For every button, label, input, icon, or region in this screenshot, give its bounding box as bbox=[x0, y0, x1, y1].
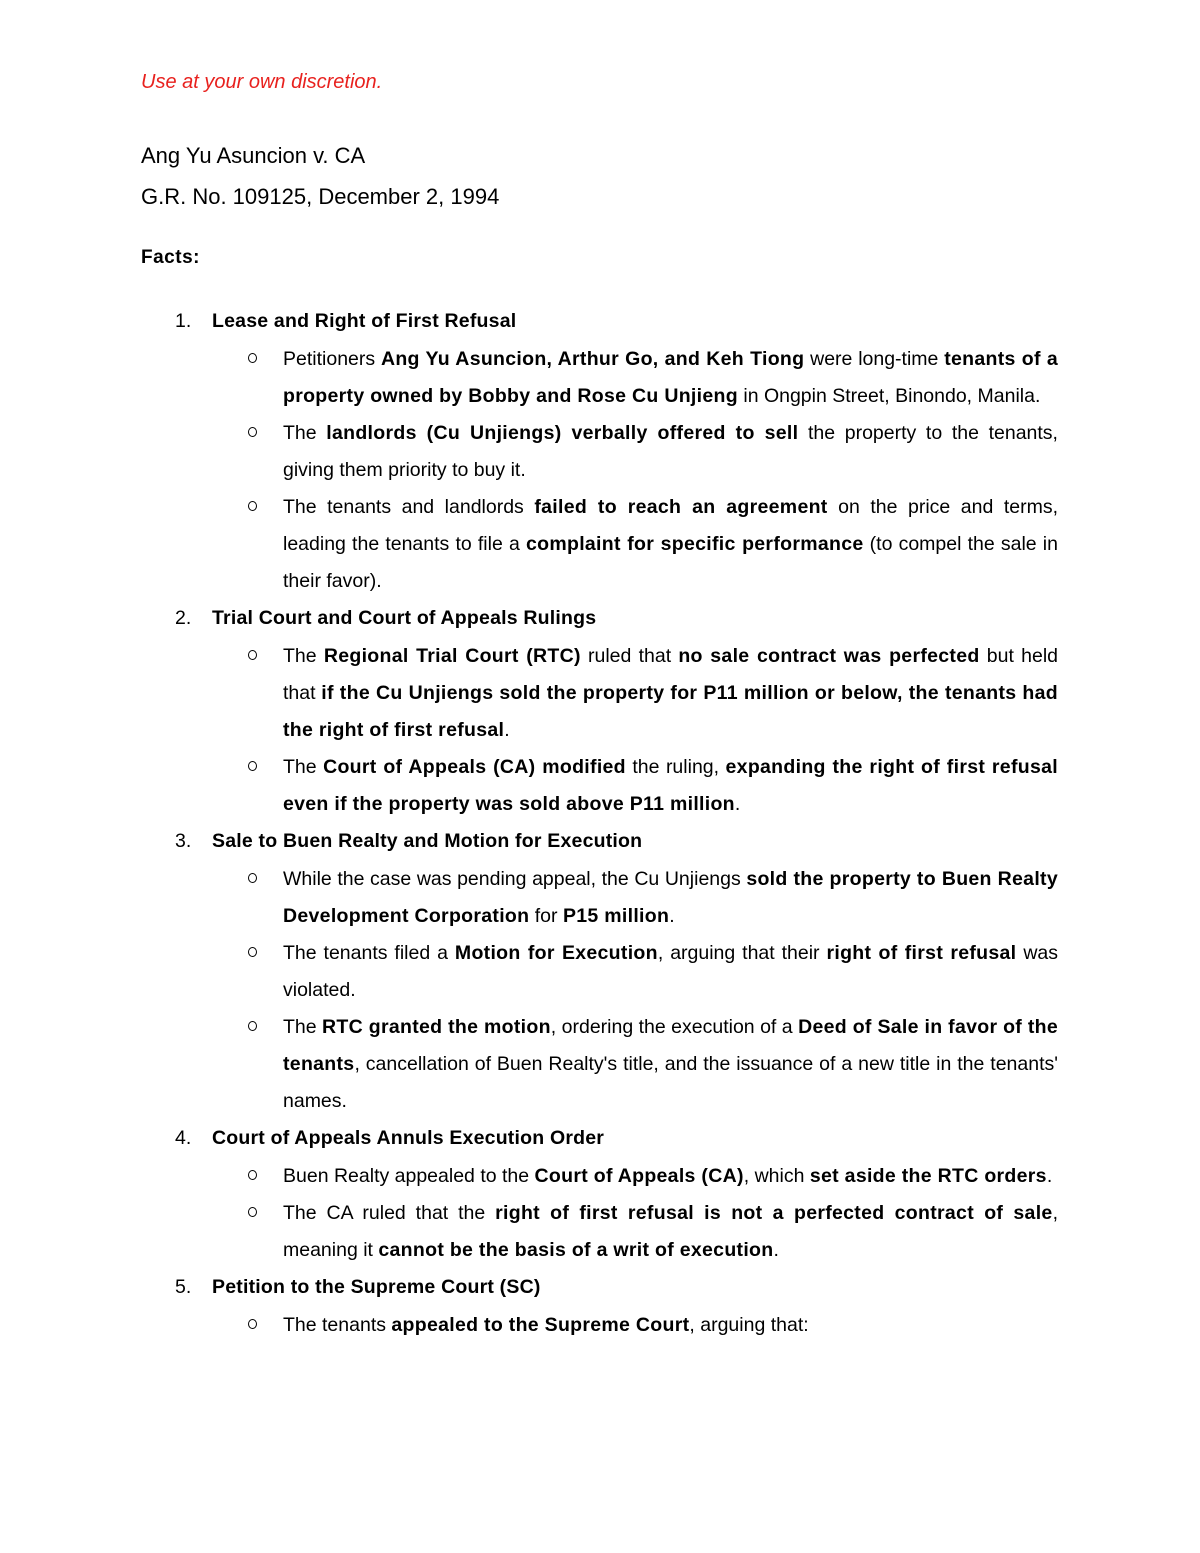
bullet-text: the property to the tenants, giving them priority to buy it. bbox=[283, 422, 1058, 481]
bullet-bold-text: right of first refusal bbox=[826, 942, 1017, 964]
bullet-text: The CA ruled that the bbox=[283, 1202, 496, 1224]
bullet-text: (to compel the sale in their favor). bbox=[283, 533, 1058, 592]
item-number: 3. bbox=[175, 830, 192, 852]
bullet-text: ruled that bbox=[580, 645, 679, 667]
bullet-text: was violated. bbox=[283, 942, 1058, 1001]
bullet-text: on the price and terms, leading the tenants to file a bbox=[283, 496, 1059, 555]
bullet-text: for bbox=[529, 905, 563, 927]
bullet-bold-text: Regional Trial Court (RTC) bbox=[323, 645, 581, 667]
item-number: 2. bbox=[175, 607, 192, 629]
bullet-text: in Ongpin Street, Binondo, Manila. bbox=[737, 385, 1041, 407]
bullet-text: , ordering the execution of a bbox=[550, 1016, 799, 1038]
bullet-text: . bbox=[669, 905, 675, 927]
fact-item-5 bbox=[0, 1269, 1200, 1344]
bullet-text: Petitioners bbox=[283, 348, 381, 370]
bullet-bold-text: sold the property to Buen Realty Development Corporation bbox=[283, 868, 1058, 927]
fact-item-2 bbox=[0, 600, 1200, 823]
bullet-bold-text: cannot be the basis of a writ of execution bbox=[378, 1239, 774, 1261]
hollow-bullet-icon bbox=[248, 1207, 257, 1217]
hollow-bullet-icon bbox=[248, 947, 257, 957]
bullet-text: . bbox=[504, 719, 510, 741]
bullet-text: The bbox=[283, 756, 324, 778]
hollow-bullet-icon bbox=[248, 427, 257, 437]
bullet-text: , arguing that their bbox=[657, 942, 827, 964]
bullet-bold-text: complaint for specific performance bbox=[525, 533, 864, 555]
bullet-point bbox=[0, 1195, 1058, 1269]
bullet-text: , arguing that: bbox=[689, 1314, 809, 1336]
bullet-bold-text: right of first refusal is not a perfected contract of sale bbox=[495, 1202, 1053, 1224]
bullet-text: were long-time bbox=[804, 348, 945, 370]
hollow-bullet-icon bbox=[248, 1319, 257, 1329]
bullet-point bbox=[0, 1009, 1058, 1120]
bullet-bold-text: failed to reach an agreement bbox=[534, 496, 828, 518]
bullet-point bbox=[0, 638, 1058, 749]
item-title: Lease and Right of First Refusal bbox=[212, 310, 517, 332]
bullet-bold-text: set aside the RTC orders bbox=[809, 1165, 1047, 1187]
bullet-text: The tenants and landlords bbox=[283, 496, 535, 518]
item-title: Court of Appeals Annuls Execution Order bbox=[212, 1127, 605, 1149]
item-number: 5. bbox=[175, 1276, 192, 1298]
bullet-point bbox=[0, 1307, 1058, 1344]
item-title: Sale to Buen Realty and Motion for Execution bbox=[212, 830, 643, 852]
bullet-bold-text: Court of Appeals (CA) modified bbox=[323, 756, 626, 778]
hollow-bullet-icon bbox=[248, 353, 257, 363]
bullet-bold-text: P15 million bbox=[562, 905, 670, 927]
bullet-bold-text: no sale contract was perfected bbox=[678, 645, 980, 667]
hollow-bullet-icon bbox=[248, 761, 257, 771]
bullet-text: Buen Realty appealed to the bbox=[283, 1165, 535, 1187]
bullet-text: The bbox=[283, 645, 324, 667]
bullet-point bbox=[0, 935, 1058, 1009]
bullet-text: The bbox=[283, 1016, 323, 1038]
bullet-bold-text: landlords (Cu Unjiengs) verbally offered to sell bbox=[326, 422, 799, 444]
bullet-bold-text: tenants of a property owned by Bobby and Rose Cu Unjieng bbox=[283, 348, 1058, 407]
case-reference: G.R. No. 109125, December 2, 1994 bbox=[141, 184, 500, 209]
hollow-bullet-icon bbox=[248, 501, 257, 511]
bullet-point bbox=[0, 489, 1058, 600]
bullet-bold-text: RTC granted the motion bbox=[322, 1016, 551, 1038]
bullet-point bbox=[0, 749, 1058, 823]
bullet-text: While the case was pending appeal, the Cu Unjiengs bbox=[283, 868, 747, 890]
bullet-text: , which bbox=[743, 1165, 810, 1187]
bullet-text: The tenants bbox=[283, 1314, 392, 1336]
bullet-bold-text: Deed of Sale in favor of the tenants bbox=[283, 1016, 1058, 1075]
facts-list bbox=[0, 303, 1200, 1344]
bullet-bold-text: expanding the right of first refusal even if the property was sold above P11 million bbox=[283, 756, 1058, 815]
hollow-bullet-icon bbox=[248, 650, 257, 660]
item-title: Trial Court and Court of Appeals Rulings bbox=[212, 607, 597, 629]
bullet-bold-text: Ang Yu Asuncion, Arthur Go, and Keh Tiong bbox=[380, 348, 805, 370]
bullet-text: , meaning it bbox=[283, 1202, 1058, 1261]
bullet-text: but held that bbox=[283, 645, 1058, 704]
bullet-text: the ruling, bbox=[625, 756, 726, 778]
bullet-text: . bbox=[773, 1239, 779, 1261]
bullet-text: , cancellation of Buen Realty's title, and the issuance of a new title in the tenants' names. bbox=[283, 1053, 1058, 1112]
disclaimer-note: Use at your own discretion. bbox=[141, 71, 383, 93]
item-number: 1. bbox=[175, 310, 192, 332]
bullet-text: . bbox=[1046, 1165, 1053, 1187]
hollow-bullet-icon bbox=[248, 1021, 257, 1031]
bullet-point bbox=[0, 341, 1058, 415]
hollow-bullet-icon bbox=[248, 873, 257, 883]
hollow-bullet-icon bbox=[248, 1170, 257, 1180]
bullet-point bbox=[0, 1158, 1058, 1195]
case-title: Ang Yu Asuncion v. CA bbox=[141, 143, 366, 168]
fact-item-4 bbox=[0, 1120, 1200, 1269]
fact-item-3 bbox=[0, 823, 1200, 1120]
bullet-bold-text: Motion for Execution bbox=[454, 942, 658, 964]
bullet-text: The tenants filed a bbox=[283, 942, 455, 964]
item-number: 4. bbox=[175, 1127, 192, 1149]
fact-item-1 bbox=[0, 303, 1200, 600]
bullet-text: The bbox=[283, 422, 327, 444]
bullet-point bbox=[0, 415, 1058, 489]
facts-heading: Facts: bbox=[141, 247, 200, 268]
bullet-bold-text: if the Cu Unjiengs sold the property for P11 million or below, the tenants had the right of first refusal bbox=[283, 682, 1058, 741]
bullet-text: . bbox=[734, 793, 741, 815]
bullet-bold-text: Court of Appeals (CA) bbox=[534, 1165, 744, 1187]
bullet-point bbox=[0, 861, 1058, 935]
item-title: Petition to the Supreme Court (SC) bbox=[212, 1276, 541, 1298]
bullet-bold-text: appealed to the Supreme Court bbox=[391, 1314, 690, 1336]
